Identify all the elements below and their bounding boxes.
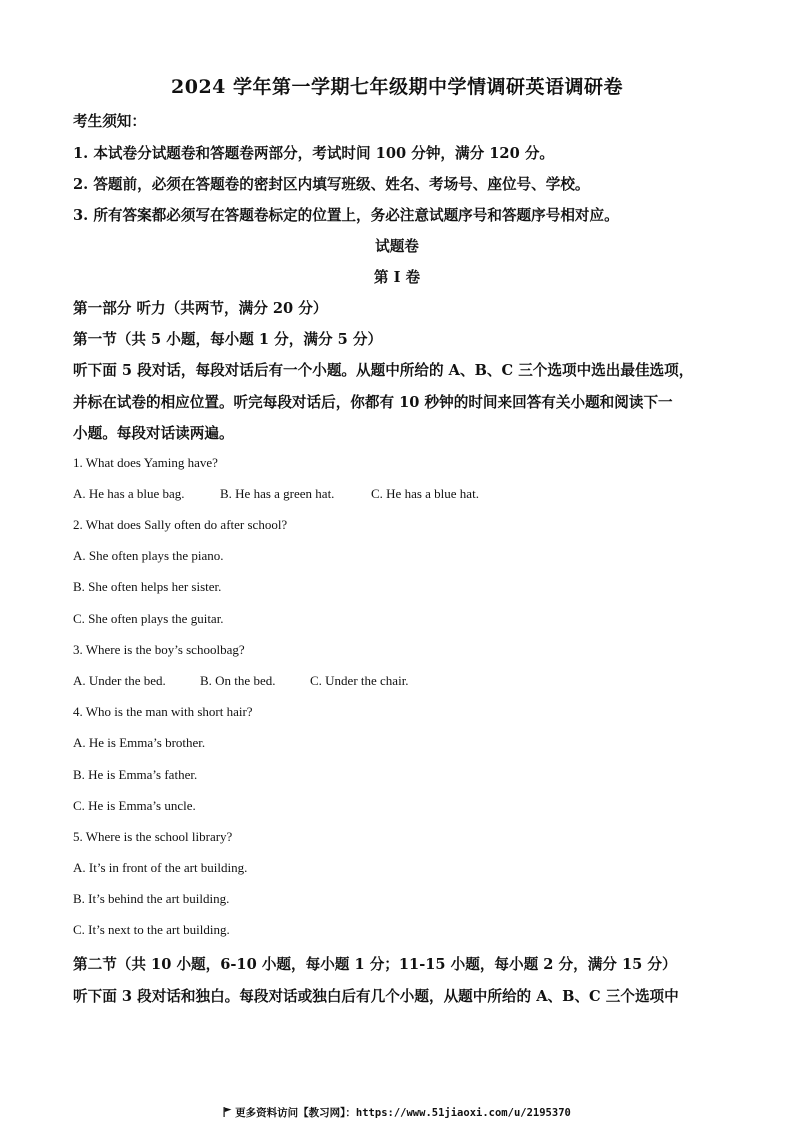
option-5b: B. It’s behind the art building. (73, 891, 230, 906)
footer-link[interactable]: 更多资料访问【教习网】：https://www.51jiaoxi.com/u/2195370 (235, 1107, 571, 1119)
section1-heading: 第一节（共 5 小题，每小题 1 分，满分 5 分） (73, 331, 383, 348)
section2-instruction: 听下面 3 段对话和独白。每段对话或独白后有几个小题，从题中所给的 A、B、C 三个选项中 (73, 988, 679, 1005)
option-4c: C. He is Emma’s uncle. (73, 798, 196, 813)
question-3: 3. Where is the boy’s schoolbag? (73, 642, 245, 657)
option-4a: A. He is Emma’s brother. (73, 735, 206, 750)
option-2a: A. She often plays the piano. (73, 548, 224, 563)
paper-label: 试题卷 (375, 238, 419, 255)
question-3-options (73, 673, 409, 689)
instruction-line-1: 听下面 5 段对话，每段对话后有一个小题。从题中所给的 A、B、C 三个选项中选出最佳选项， (73, 362, 694, 379)
question-1-options (73, 486, 479, 502)
instruction-line-3: 小题。每段对话读两遍。 (73, 425, 234, 442)
question-1: 1. What does Yaming have? (73, 455, 218, 470)
notice-heading: 考生须知： (73, 113, 146, 130)
notice-item-1: 1. 本试卷分试题卷和答题卷两部分，考试时间 100 分钟，满分 120 分。 (73, 145, 555, 162)
option-1a: A. He has a blue bag. (73, 486, 185, 501)
option-3b: B. On the bed. (200, 673, 276, 688)
option-2c: C. She often plays the guitar. (73, 611, 224, 626)
option-4b: B. He is Emma’s father. (73, 767, 198, 782)
flag-icon (223, 1107, 232, 1120)
option-3a: A. Under the bed. (73, 673, 166, 688)
option-1c: C. He has a blue hat. (371, 486, 479, 501)
page-title: 2024 学年第一学期七年级期中学情调研英语调研卷 (171, 76, 623, 98)
option-1b: B. He has a green hat. (220, 486, 335, 501)
option-2b: B. She often helps her sister. (73, 579, 222, 594)
question-2: 2. What does Sally often do after school? (73, 517, 288, 532)
question-5: 5. Where is the school library? (73, 829, 233, 844)
instruction-line-2: 并标在试卷的相应位置。听完每段对话后，你都有 10 秒钟的时间来回答有关小题和阅读下一 (73, 394, 673, 411)
notice-item-2: 2. 答题前，必须在答题卷的密封区内填写班级、姓名、考场号、座位号、学校。 (73, 176, 590, 193)
option-5c: C. It’s next to the art building. (73, 922, 230, 937)
notice-item-3: 3. 所有答案都必须写在答题卷标定的位置上，务必注意试题序号和答题序号相对应。 (73, 207, 619, 224)
volume-label: 第 I 卷 (373, 269, 421, 286)
option-5a: A. It’s in front of the art building. (73, 860, 248, 875)
question-4: 4. Who is the man with short hair? (73, 704, 253, 719)
option-3c: C. Under the chair. (310, 673, 409, 688)
footer (0, 1105, 794, 1120)
section2-heading: 第二节（共 10 小题，6-10 小题，每小题 1 分；11-15 小题，每小题 2 分，满分 15 分） (73, 956, 677, 973)
part1-heading: 第一部分 听力（共两节，满分 20 分） (73, 300, 328, 317)
